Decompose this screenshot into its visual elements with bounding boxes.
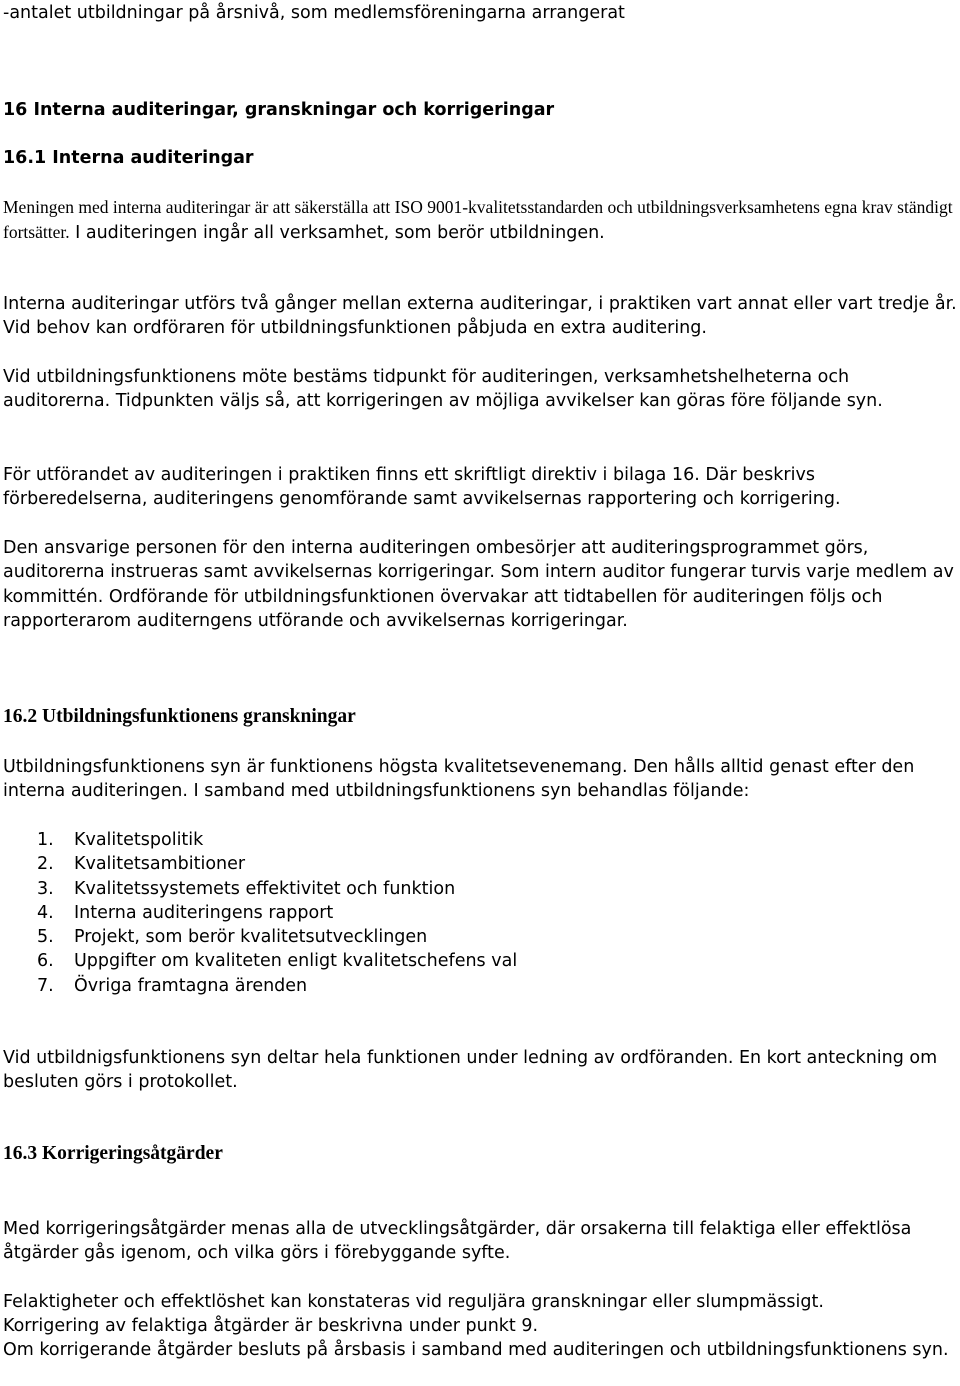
section-16-3-heading: 16.3 Korrigeringsåtgärder (3, 1143, 223, 1164)
section-16-1-paragraph-2: Interna auditeringar utförs två gånger mellan externa auditeringar, i praktiken vart annat eller vart tredje år. Vid behov kan ordföraren för utbildningsfunktionen påbjuda en extra auditering. (3, 294, 957, 339)
paragraph-1-sans-part: I auditeringen ingår all verksamhet, som berör utbildningen. (69, 223, 605, 244)
section-16-3-paragraph-2-line-2: Korrigering av felaktiga åtgärder är beskrivna under punkt 9. (3, 1316, 539, 1336)
section-16-2-paragraph-2: Vid utbildnigsfunktionens syn deltar hela funktionen under ledning av ordföranden. En kort anteckning om besluten görs i protokollet. (3, 1048, 938, 1093)
section-16-2-paragraph-1: Utbildningsfunktionens syn är funktionens högsta kvalitetsevenemang. Den hålls alltid genast efter den interna auditeringen. I samband med utbildningsfunktionens syn behandlas följande: (3, 757, 915, 802)
list-item: 3. Kvalitetssystemets effektivitet och funktion (37, 878, 456, 899)
list-item: 7. Övriga framtagna ärenden (37, 975, 308, 996)
section-16-2-heading: 16.2 Utbildningsfunktionens granskningar (3, 706, 356, 727)
list-item: 6. Uppgifter om kvaliteten enligt kvalitetschefens val (37, 951, 518, 972)
section-16-heading: 16 Interna auditeringar, granskningar och korrigeringar (3, 100, 555, 120)
intro-fragment: -antalet utbildningar på årsnivå, som medlemsföreningarna arrangerat (3, 3, 625, 23)
list-item: 4. Interna auditeringens rapport (37, 902, 334, 923)
section-16-3-paragraph-2-line-1: Felaktigheter och effektlöshet kan konstateras vid reguljära granskningar eller slumpmässigt. (3, 1292, 824, 1312)
section-16-3-paragraph-2-line-3: Om korrigerande åtgärder besluts på årsbasis i samband med auditeringen och utbildningsfunktionens syn. (3, 1340, 949, 1360)
section-16-1-paragraph-4: För utförandet av auditeringen i praktiken finns ett skriftligt direktiv i bilaga 16. Där beskrivs förberedelserna, auditeringens genomförande samt avvikelsernas rapportering och korrigering. (3, 465, 841, 510)
list-item: 5. Projekt, som berör kvalitetsutvecklingen (37, 927, 428, 948)
review-agenda-list (3, 828, 960, 998)
paragraph-1-serif-part: Meningen med interna auditeringar är att säkerställa att ISO 9001-kvalitetsstandarden och utbildningsverksamhetens egna krav ständigt fortsätter. (3, 197, 953, 243)
section-16-1-paragraph-3: Vid utbildningsfunktionens möte bestäms tidpunkt för auditeringen, verksamhetshelheterna och auditorerna. Tidpunkten väljs så, att korrigeringen av möjliga avvikelser kan göras före följande syn. (3, 367, 883, 412)
section-16-1-paragraph-1 (3, 195, 960, 246)
list-item: 2. Kvalitetsambitioner (37, 854, 246, 875)
section-16-1-heading: 16.1 Interna auditeringar (3, 148, 254, 168)
list-item: 1. Kvalitetspolitik (37, 830, 204, 850)
section-16-1-paragraph-5: Den ansvarige personen för den interna auditeringen ombesörjer att auditeringsprogrammet görs, auditorerna instrueras samt avvikelsernas korrigeringar. Som intern auditor fungerar turvis varje medlem av kommittén. Ordförande för utbildningsfunktionen övervakar att tidtabellen för auditeringen följs och rapporterarom auditerngens utförande och avvikelsernas korrigeringar. (3, 538, 954, 631)
section-16-3-paragraph-1: Med korrigeringsåtgärder menas alla de utvecklingsåtgärder, där orsakerna till felaktiga eller effektlösa åtgärder gås igenom, och vilka görs i förebyggande syfte. (3, 1219, 912, 1264)
